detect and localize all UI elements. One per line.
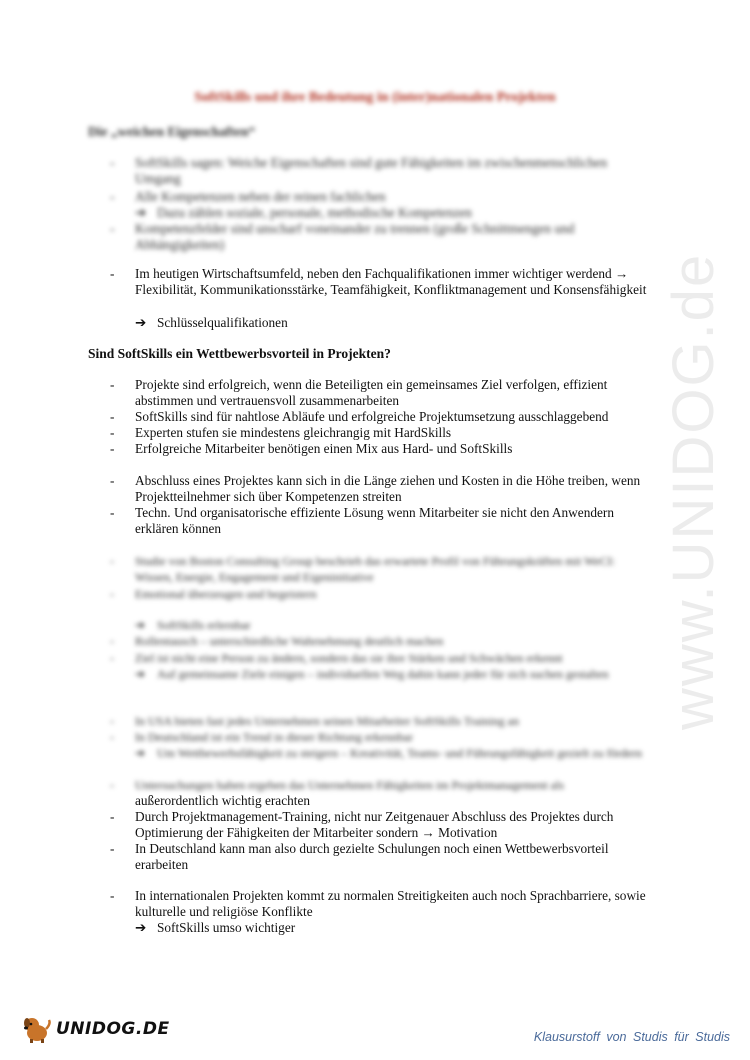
document-title: SoftSkills und ihre Bedeutung in (inter)nationalen Projekten: [194, 90, 556, 105]
list-item: - Untersuchungen haben ergeben das Unternehmen Fähigkeiten im Projektmanagement als: [110, 778, 564, 792]
arrow-item: ➔ SoftSkills umso wichtiger: [135, 920, 296, 935]
unidog-logo[interactable]: [22, 1014, 170, 1044]
section-heading-competitive-advantage: Sind SoftSkills ein Wettbewerbsvorteil in Projekten?: [88, 346, 391, 361]
list-item: - Studie von Boston Consulting Group beschrieb das erwartete Profil von Führungskräften mit WeCI: Wissen, Energie, Engagement und Eigeninitiative: [110, 554, 616, 584]
arrow-item: ➔ Um Wettbewerbsfähigkeit zu steigern – Kreativität, Teams- und Führungsfähigkeit gezielt zu fördern: [135, 746, 642, 760]
logo-text: UNIDOG.DE: [56, 1019, 170, 1039]
list-item: - Rollentausch – unterschiedliche Wahrnehmung deutlich machen: [110, 634, 444, 648]
list-item: - SoftSkills sind für nahtlose Abläufe und erfolgreiche Projektumsetzung ausschlaggebend: [110, 409, 609, 424]
list-item: - Abschluss eines Projektes kann sich in die Länge ziehen und Kosten in die Höhe treiben, wenn Projektteilnehmer sich über Kompetenzen streiten: [110, 473, 641, 504]
arrow-item: ➔ SoftSkills erlernbar: [135, 618, 251, 632]
list-item: - In Deutschland kann man also durch gezielte Schulungen noch einen Wettbewerbsvorteil erarbeiten: [110, 841, 609, 872]
list-item: - In internationalen Projekten kommt zu normalen Streitigkeiten auch noch Sprachbarriere, sowie kulturelle und religiöse Konflikte: [110, 888, 646, 919]
list-item: - Im heutigen Wirtschaftsumfeld, neben den Fachqualifikationen immer wichtiger werdend → Flexibilität, Kommunikationsstärke, Teamfähigkeit, Konfliktmanagement und Konsensfähigkeit: [110, 266, 647, 297]
list-item: - Projekte sind erfolgreich, wenn die Beteiligten ein gemeinsames Ziel verfolgen, effizient abstimmen und vertrauensvoll zusammenarbeiten: [110, 377, 608, 408]
list-item: - In USA bieten fast jedes Unternehmen seinen Mitarbeiter SoftSkills Training an: [110, 714, 519, 728]
watermark: www.UNIDOG.de: [661, 252, 726, 730]
list-item-continuation: außerordentlich wichtig erachten: [135, 793, 310, 808]
list-item: - In Deutschland ist ein Trend in dieser Richtung erkennbar: [110, 730, 413, 744]
dog-icon: [22, 1014, 52, 1044]
list-item: - Durch Projektmanagement-Training, nicht nur Zeitgenauer Abschluss des Projektes durch Optimierung der Fähigkeiten der Mitarbeiter sondern → Motivation: [110, 809, 614, 840]
footer-tagline: Klausurstoff von Studis für Studis: [533, 1030, 730, 1044]
list-item: - SoftSkills sagen: Weiche Eigenschaften sind gute Fähigkeiten im zwischenmenschlichen Umgang: [110, 155, 608, 186]
list-item: - Techn. Und organisatorische effiziente Lösung wenn Mitarbeiter sie nicht den Anwendern erklären können: [110, 505, 614, 536]
arrow-item: ➔ Schlüsselqualifikationen: [135, 315, 288, 330]
list-item: - Erfolgreiche Mitarbeiter benötigen einen Mix aus Hard- und SoftSkills: [110, 441, 513, 456]
list-item: - Kompetenzfelder sind unscharf voneinander zu trennen (große Schnittmengen und Abhängigkeiten): [110, 221, 575, 252]
list-item: - Experten stufen sie mindestens gleichrangig mit HardSkills: [110, 425, 452, 440]
list-item: - Alle Kompetenzen neben der reinen fachlichen: [110, 189, 386, 204]
list-item: - Emotional überzeugen und begeistern: [110, 587, 317, 601]
list-item: - Ziel ist nicht eine Person zu ändern, sondern das sie ihre Stärken und Schwächen erkennt: [110, 651, 563, 665]
section-heading-soft-properties: Die „weichen Eigenschaften“: [88, 124, 256, 139]
arrow-item: ➔ Auf gemeinsame Ziele einigen – individuellen Weg dahin kann jeder für sich suchen gestalten: [135, 667, 609, 681]
arrow-item: ➔ Dazu zählen soziale, personale, methodische Kompetenzen: [135, 205, 472, 220]
